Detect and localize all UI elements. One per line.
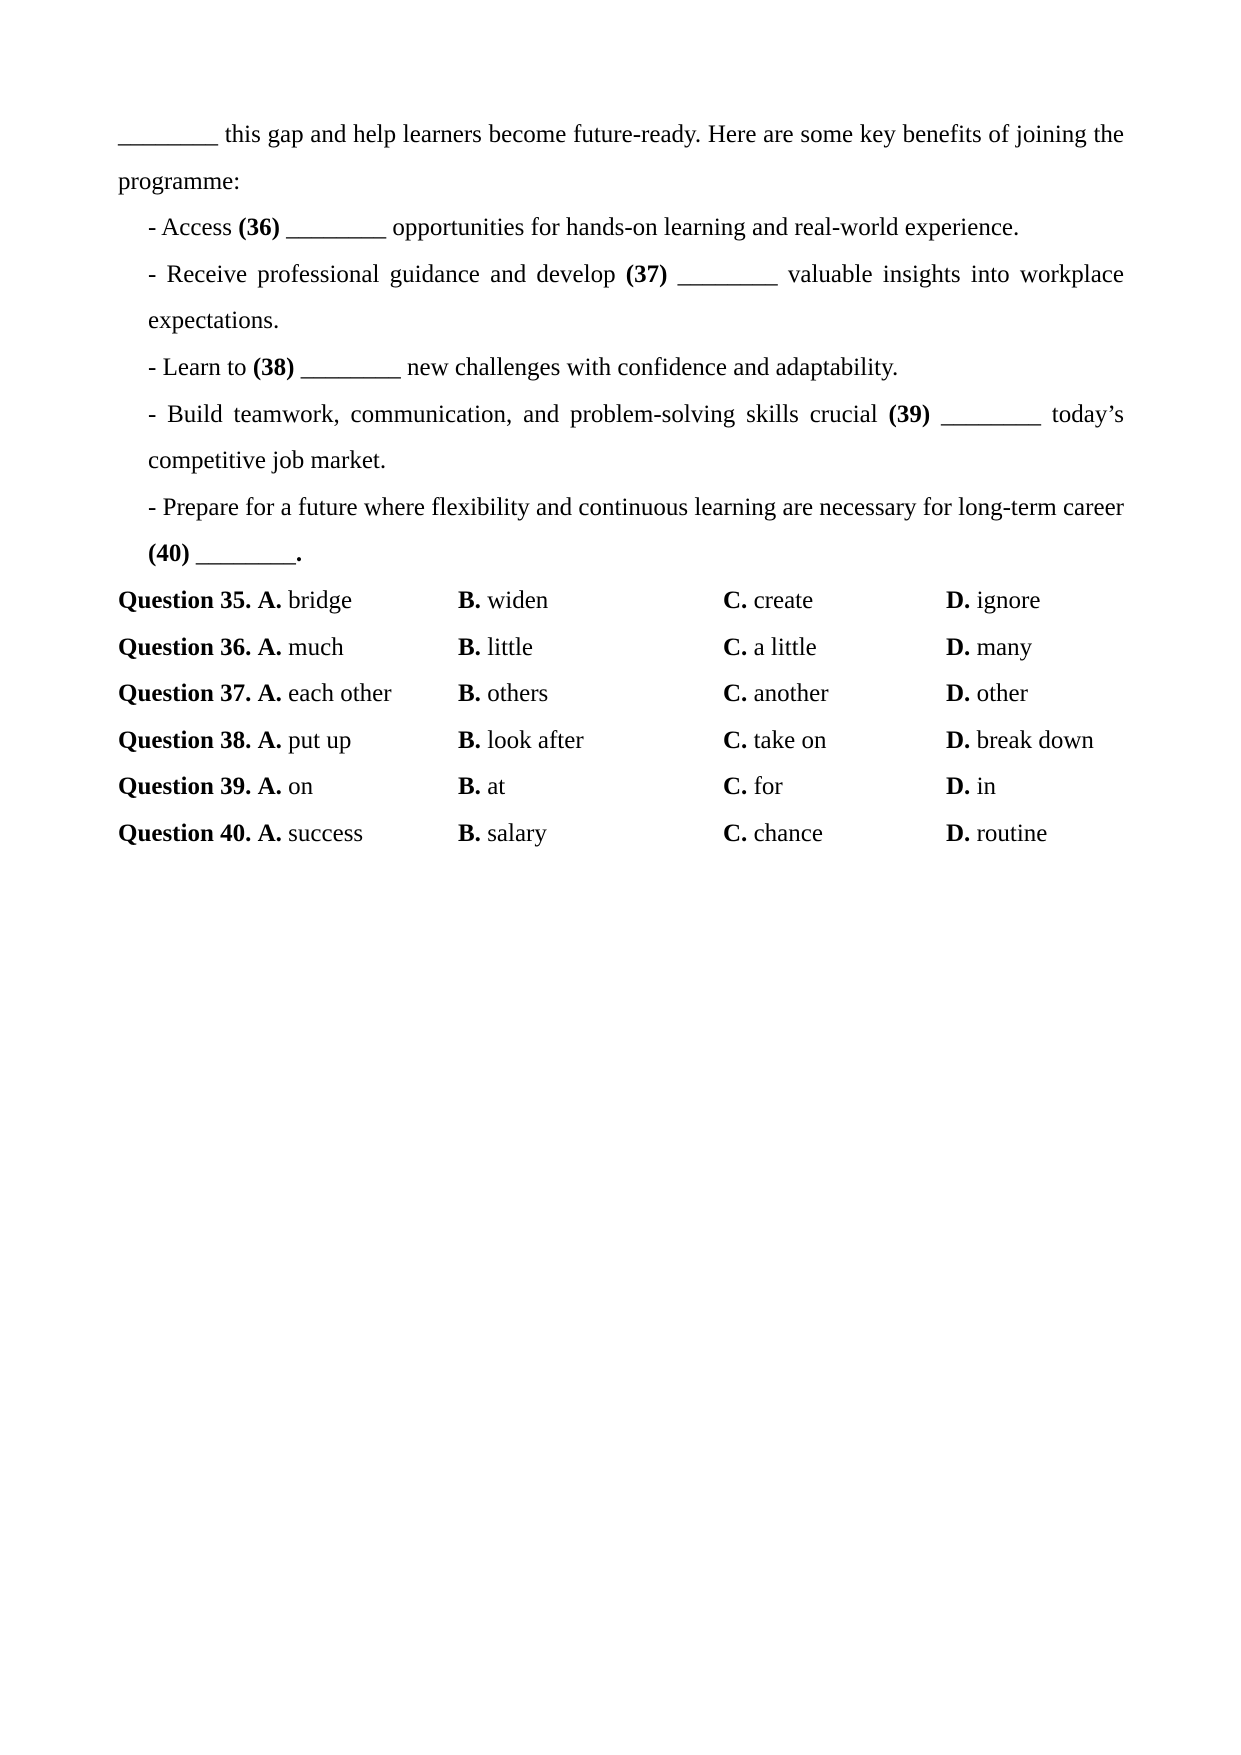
option-a: each other xyxy=(288,680,392,708)
option-letter: C. xyxy=(723,680,748,708)
option-cell xyxy=(723,625,946,672)
option-b: little xyxy=(487,633,534,661)
option-letter: D. xyxy=(946,586,971,614)
option-letter: B. xyxy=(458,586,481,614)
option-cell xyxy=(458,671,723,718)
option-d: ignore xyxy=(976,586,1041,614)
option-a: on xyxy=(288,773,314,801)
bullet-text: - Prepare for a future where flexibility and continuous learning are necessary for long-term career xyxy=(148,493,1124,521)
gap-number: (37) xyxy=(625,260,668,288)
option-b: widen xyxy=(487,586,549,614)
option-cell xyxy=(946,625,1124,672)
option-cell xyxy=(946,764,1124,811)
passage-intro xyxy=(118,112,1124,205)
option-letter: D. xyxy=(946,726,971,754)
bullet-text: - Learn to xyxy=(148,353,253,381)
bullet-text: - Receive professional guidance and develop xyxy=(148,260,626,288)
question-40 xyxy=(118,811,1124,858)
option-letter: B. xyxy=(458,773,481,801)
option-d: routine xyxy=(976,819,1048,847)
answer-blank: ________ xyxy=(279,214,393,242)
option-cell xyxy=(458,625,723,672)
option-d: many xyxy=(976,633,1033,661)
passage-bullet-39 xyxy=(148,392,1124,485)
option-b: at xyxy=(487,773,506,801)
option-c: for xyxy=(753,773,783,801)
question-39 xyxy=(118,764,1124,811)
option-d: break down xyxy=(976,726,1094,754)
bullet-text: - Access xyxy=(148,214,239,242)
option-letter: A. xyxy=(257,819,282,847)
option-letter: B. xyxy=(458,633,481,661)
question-number: Question 37. xyxy=(118,680,252,708)
gap-number: (38) xyxy=(252,353,295,381)
option-letter: B. xyxy=(458,680,481,708)
gap-number: (39) xyxy=(888,400,931,428)
option-letter: C. xyxy=(723,819,748,847)
option-letter: B. xyxy=(458,819,481,847)
option-c: chance xyxy=(753,819,823,847)
question-35 xyxy=(118,578,1124,625)
option-d: other xyxy=(976,680,1028,708)
option-c: a little xyxy=(753,633,817,661)
option-letter: C. xyxy=(723,726,748,754)
gap-number: (36) xyxy=(238,214,280,242)
answer-blank: ________ xyxy=(294,353,407,381)
option-cell xyxy=(723,671,946,718)
question-label-cell xyxy=(118,811,458,858)
option-cell xyxy=(723,811,946,858)
option-a: success xyxy=(288,819,364,847)
passage-bullet-36 xyxy=(148,205,1124,252)
bullet-text: opportunities for hands-on learning and real-world experience. xyxy=(392,214,1020,242)
bullet-text: . xyxy=(295,540,303,568)
option-c: create xyxy=(753,586,814,614)
option-letter: D. xyxy=(946,819,971,847)
question-38 xyxy=(118,718,1124,765)
question-number: Question 38. xyxy=(118,726,252,754)
question-number: Question 39. xyxy=(118,773,252,801)
option-letter: A. xyxy=(257,773,282,801)
gap-number: (40) xyxy=(148,540,190,568)
bullet-text: - Build teamwork, communication, and problem-solving skills crucial xyxy=(148,400,889,428)
option-letter: A. xyxy=(257,586,282,614)
option-cell xyxy=(723,718,946,765)
option-letter: C. xyxy=(723,773,748,801)
bullet-text: valuable insights into workplace expectations. xyxy=(148,260,1124,335)
question-list xyxy=(118,578,1124,858)
passage-bullet-38 xyxy=(148,345,1124,392)
option-cell xyxy=(946,811,1124,858)
passage-intro-text: this gap and help learners become future-ready. Here are some key benefits of joining the programme: xyxy=(118,121,1124,195)
passage-bullet-40 xyxy=(148,485,1124,578)
option-a: put up xyxy=(288,726,352,754)
option-letter: C. xyxy=(723,586,748,614)
option-letter: D. xyxy=(946,680,971,708)
option-cell xyxy=(458,578,723,625)
document-page xyxy=(118,112,1124,858)
answer-blank: ________ xyxy=(189,540,296,568)
option-letter: A. xyxy=(257,680,282,708)
question-label-cell xyxy=(118,625,458,672)
question-label-cell xyxy=(118,764,458,811)
option-b: look after xyxy=(487,726,584,754)
option-letter: D. xyxy=(946,633,971,661)
option-b: salary xyxy=(487,819,547,847)
option-cell xyxy=(946,578,1124,625)
question-label-cell xyxy=(118,718,458,765)
option-cell xyxy=(458,764,723,811)
option-b: others xyxy=(487,680,549,708)
question-number: Question 35. xyxy=(118,586,252,614)
question-number: Question 36. xyxy=(118,633,252,661)
passage-bullet-37 xyxy=(148,252,1124,345)
option-letter: C. xyxy=(723,633,748,661)
option-cell xyxy=(946,671,1124,718)
option-letter: A. xyxy=(257,633,282,661)
option-c: another xyxy=(753,680,829,708)
question-37 xyxy=(118,671,1124,718)
option-cell xyxy=(946,718,1124,765)
question-number: Question 40. xyxy=(118,819,252,847)
bullet-text: today’s competitive job market. xyxy=(148,400,1125,475)
option-cell xyxy=(458,718,723,765)
question-label-cell xyxy=(118,578,458,625)
option-cell xyxy=(458,811,723,858)
option-a: bridge xyxy=(288,586,353,614)
option-cell xyxy=(723,764,946,811)
option-letter: A. xyxy=(257,726,282,754)
question-label-cell xyxy=(118,671,458,718)
option-cell xyxy=(723,578,946,625)
answer-blank: ________ xyxy=(667,260,788,288)
answer-blank: ________ xyxy=(930,400,1052,428)
option-letter: B. xyxy=(458,726,481,754)
option-c: take on xyxy=(753,726,827,754)
option-a: much xyxy=(288,633,344,661)
question-36 xyxy=(118,625,1124,672)
option-d: in xyxy=(976,773,997,801)
bullet-text: new challenges with confidence and adaptability. xyxy=(406,353,899,381)
answer-blank: ________ xyxy=(118,121,218,148)
option-letter: D. xyxy=(946,773,971,801)
